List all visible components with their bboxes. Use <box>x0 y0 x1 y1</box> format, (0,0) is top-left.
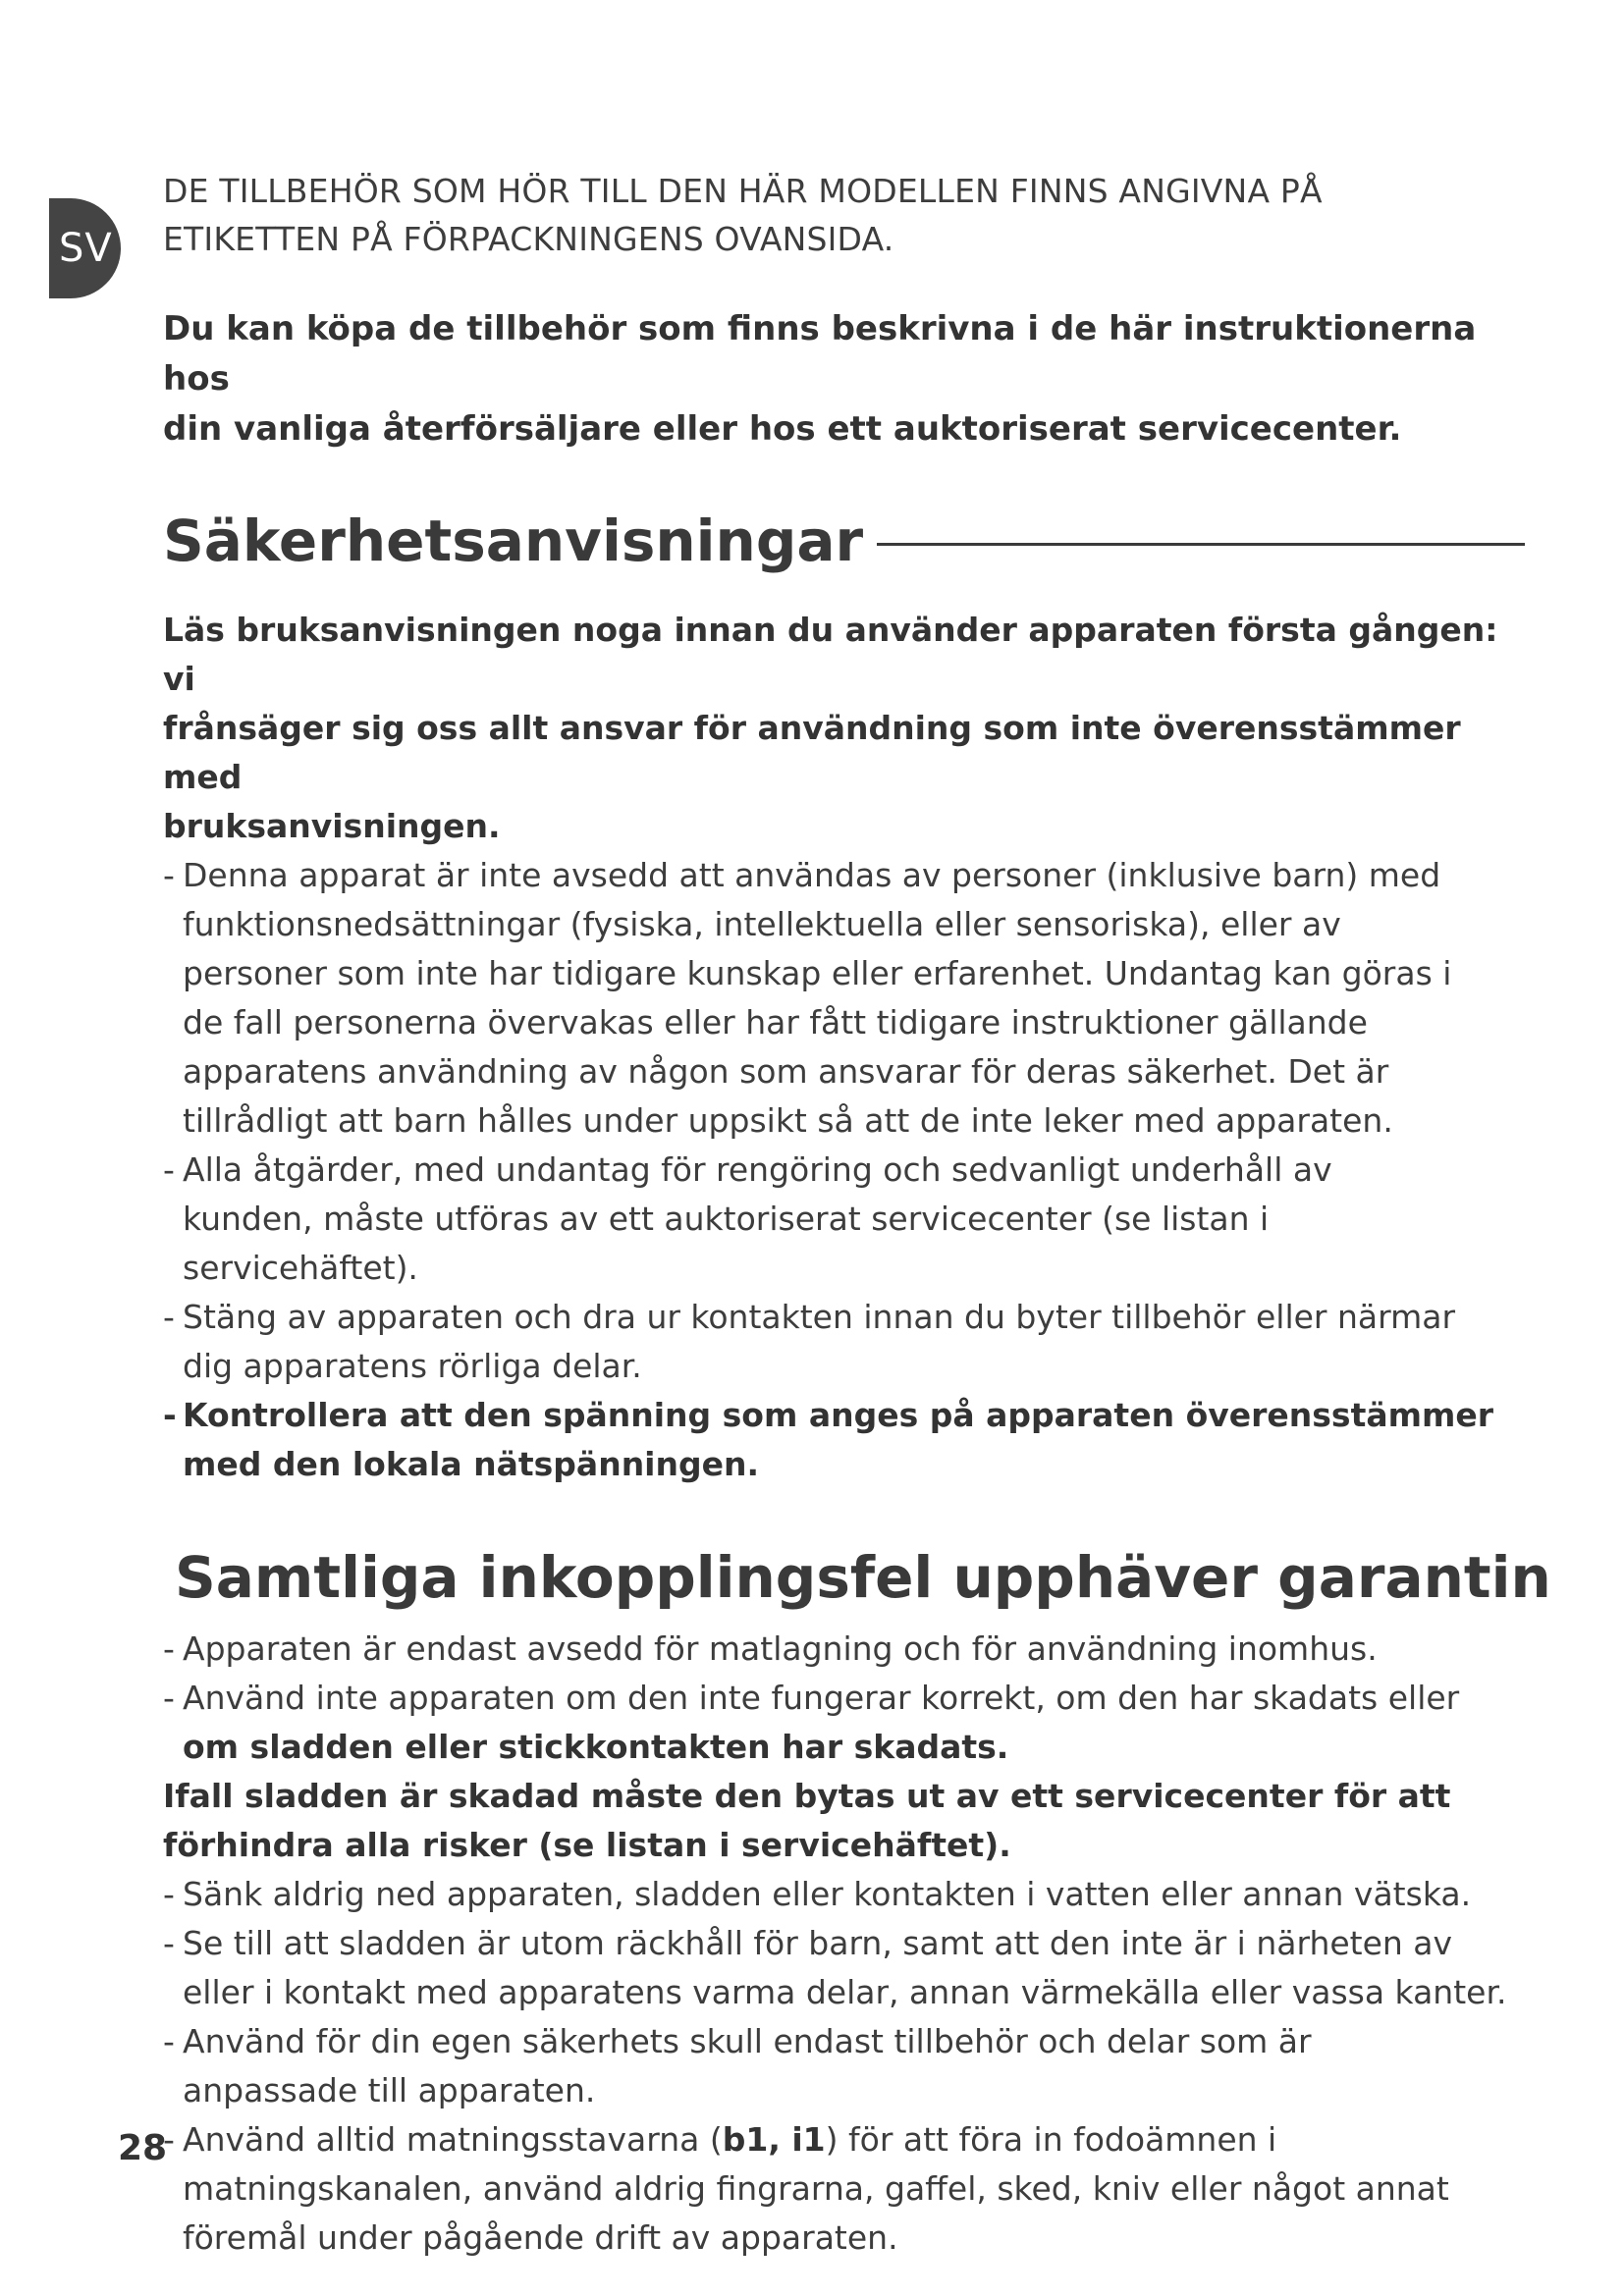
list-item-line: Alla åtgärder, med undantag för rengöring och sedvanligt underhåll av <box>183 1150 1332 1189</box>
list-item-line: personer som inte har tidigare kunskap eller erfarenhet. Undantag kan göras i <box>183 954 1452 992</box>
list-item-line: om sladden eller stickkontakten har skadats. <box>183 1728 1009 1766</box>
cord-damage-note <box>163 1772 1528 1870</box>
list-item-line: apparatens användning av någon som ansvarar för deras säkerhet. Det är <box>183 1052 1389 1091</box>
purchase-note-line: din vanliga återförsäljare eller hos ett auktoriserat servicecenter. <box>163 409 1402 449</box>
cord-damage-note-line: Ifall sladden är skadad måste den bytas ut av ett servicecenter för att <box>163 1777 1451 1815</box>
list-item-line: kunden, måste utföras av ett auktoriserat servicecenter (se listan i <box>183 1200 1270 1238</box>
list-item-line: Använd för din egen säkerhets skull endast tillbehör och delar som är <box>183 2022 1312 2060</box>
cord-damage-note-line: förhindra alla risker (se listan i servicehäftet). <box>163 1826 1011 1864</box>
language-tab: SV <box>49 198 121 298</box>
accessories-notice-line: ETIKETTEN PÅ FÖRPACKNINGENS OVANSIDA. <box>163 220 894 258</box>
list-item-line: Sänk aldrig ned apparaten, sladden eller kontakten i vatten eller annan vätska. <box>183 1875 1472 1913</box>
purchase-note <box>163 304 1528 454</box>
page-number: 28 <box>118 2128 168 2168</box>
list-item <box>163 1293 1528 1391</box>
list-item <box>163 1674 1528 1772</box>
safety-lead-line: Läs bruksanvisningen noga innan du använder apparaten första gången: vi <box>163 611 1498 698</box>
safety-lead-line: bruksanvisningen. <box>163 807 501 845</box>
list-item-line: med den lokala nätspänningen. <box>183 1445 760 1483</box>
list-item-line: funktionsnedsättningar (fysiska, intellektuella eller sensoriska), eller av <box>183 905 1341 943</box>
safety-heading <box>163 494 1528 588</box>
warranty-list <box>163 1625 1528 1772</box>
warranty-list-continued <box>163 1870 1528 2263</box>
accessories-notice-line: DE TILLBEHÖR SOM HÖR TILL DEN HÄR MODELLEN FINNS ANGIVNA PÅ <box>163 172 1323 210</box>
list-item-line: Kontrollera att den spänning som anges på apparaten överensstämmer <box>183 1396 1494 1434</box>
accessories-notice <box>163 167 1528 263</box>
list-item-line: anpassade till apparaten. <box>183 2071 596 2109</box>
safety-lead-line: frånsäger sig oss allt ansvar för användning som inte överensstämmer med <box>163 709 1461 796</box>
list-item-line-end: ) för att föra in fodoämnen i <box>825 2120 1277 2159</box>
list-item-line: Se till att sladden är utom räckhåll för barn, samt att den inte är i närheten av <box>183 1924 1453 1962</box>
list-item-line: Stäng av apparaten och dra ur kontakten innan du byter tillbehör eller närmar <box>183 1298 1456 1336</box>
page-content <box>163 167 1551 2263</box>
list-item <box>163 2017 1528 2115</box>
heading-rule <box>877 543 1525 546</box>
list-item-line: Denna apparat är inte avsedd att användas av personer (inklusive barn) med <box>183 856 1441 894</box>
list-item-line: eller i kontakt med apparatens varma delar, annan värmekälla eller vassa kanter. <box>183 1973 1507 2011</box>
list-item-line: tillrådligt att barn hålles under uppsikt så att de inte leker med apparaten. <box>183 1101 1393 1140</box>
list-item-line-start: Använd alltid matningsstavarna ( <box>183 2120 723 2159</box>
list-item <box>163 851 1528 1146</box>
purchase-note-line: Du kan köpa de tillbehör som finns beskrivna i de här instruktionerna hos <box>163 309 1477 399</box>
safety-heading-title: Säkerhetsanvisningar <box>163 507 864 574</box>
warranty-heading-title: Samtliga inkopplingsfel upphäver garantin <box>175 1544 1551 1611</box>
list-item-line: servicehäftet). <box>183 1249 418 1287</box>
list-item-line: Använd inte apparaten om den inte fungerar korrekt, om den har skadats eller <box>183 1679 1460 1717</box>
list-item-line: de fall personerna övervakas eller har fått tidigare instruktioner gällande <box>183 1003 1368 1041</box>
list-item <box>163 1870 1528 1919</box>
list-item-line: föremål under pågående drift av apparaten. <box>183 2218 898 2257</box>
safety-lead <box>163 606 1528 851</box>
list-item <box>163 1391 1528 1489</box>
list-item <box>163 1919 1528 2017</box>
part-reference: b1, i1 <box>722 2120 826 2159</box>
safety-list <box>163 851 1528 1489</box>
list-item <box>163 1146 1528 1293</box>
list-item-line: dig apparatens rörliga delar. <box>183 1347 642 1385</box>
list-item <box>163 2115 1528 2263</box>
list-item-line: matningskanalen, använd aldrig fingrarna, gaffel, sked, kniv eller något annat <box>183 2169 1449 2208</box>
list-item <box>163 1625 1528 1674</box>
warranty-heading <box>163 1530 1551 1625</box>
list-item-line: Apparaten är endast avsedd för matlagning och för användning inomhus. <box>183 1629 1378 1668</box>
